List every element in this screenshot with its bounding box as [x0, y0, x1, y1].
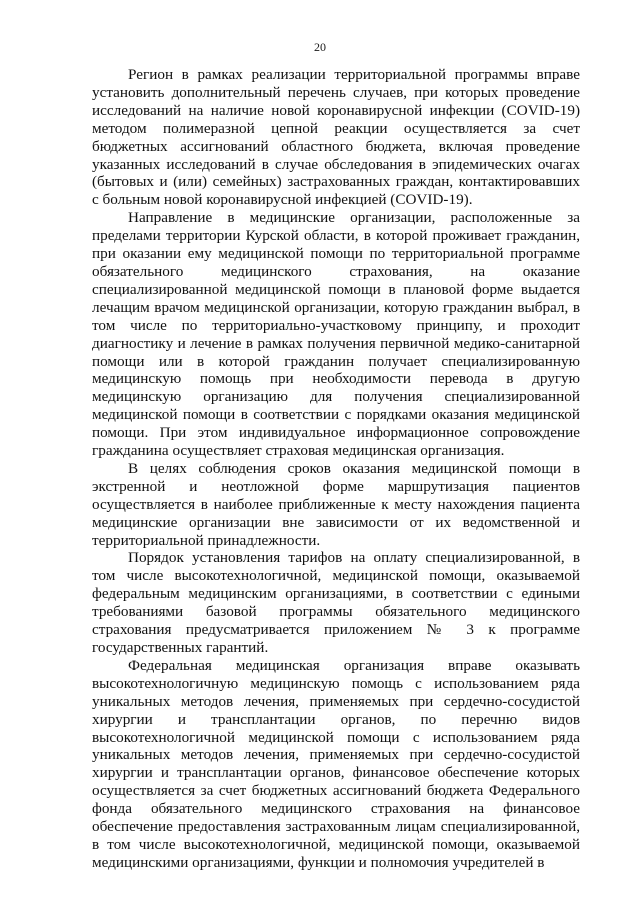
paragraph-regional-covid-testing: Регион в рамках реализации территориальной программы вправе установить дополнительный перечень случаев, при которых проведение исследований на наличие новой коронавирусной инфекции (COVID-19) методом полимеразной цепной реакции осуществляется за счет бюджетных ассигнований областного бюджета, включая проведение указанных исследований в случае обследования в эпидемических очагах (бытовых и (или) семейных) застрахованных граждан, контактировавших с больным новой коронавирусной инфекцией (COVID-19). [92, 66, 580, 209]
paragraph-referral-outside-region: Направление в медицинские организации, расположенные за пределами территории Курской области, в которой проживает гражданин, при оказании ему медицинской помощи по территориальной программе обязательного медицинского страхования, на оказание специализированной медицинской помощи в плановой форме выдается лечащим врачом медицинской организации, которую гражданин выбрал, в том числе по территориально-участковому принципу, и проходит диагностику и лечение в рамках получения первичной медико-санитарной помощи или в которой гражданин получает специализированную медицинскую помощь при необходимости перевода в другую медицинскую организацию для получения специализированной медицинской помощи в соответствии с порядками оказания медицинской помощи. При этом индивидуальное информационное сопровождение гражданина осуществляет страховая медицинская организация. [92, 209, 580, 460]
paragraph-emergency-routing: В целях соблюдения сроков оказания медицинской помощи в экстренной и неотложной форме маршрутизация пациентов осуществляется в наиболее приближенные к месту нахождения пациента медицинские организации вне зависимости от их ведомственной и территориальной принадлежности. [92, 459, 580, 549]
paragraph-federal-high-tech-care: Федеральная медицинская организация вправе оказывать высокотехнологичную медицинскую помощь с использованием ряда уникальных методов лечения, применяемых при сердечно-сосудистой хирургии и трансплантации органов, по перечню видов высокотехнологичной медицинской помощи с использованием ряда уникальных методов лечения, применяемых при сердечно-сосудистой хирургии и трансплантации органов, финансовое обеспечение которых осуществляется за счет бюджетных ассигнований бюджета Федерального фонда обязательного медицинского страхования на финансовое обеспечение предоставления застрахованным лицам специализированной, в том числе высокотехнологичной, медицинской помощи, оказываемой медицинскими организациями, функции и полномочия учредителей в [92, 656, 580, 871]
paragraph-tariff-procedure: Порядок установления тарифов на оплату специализированной, в том числе высокотехнологичной, медицинской помощи, оказываемой федеральным медицинским организациями, в соответствии с едиными требованиями базовой программы обязательного медицинского страхования предусматривается приложением № 3 к программе государственных гарантий. [92, 549, 580, 656]
page-number: 20 [314, 40, 326, 54]
document-body [92, 66, 580, 872]
